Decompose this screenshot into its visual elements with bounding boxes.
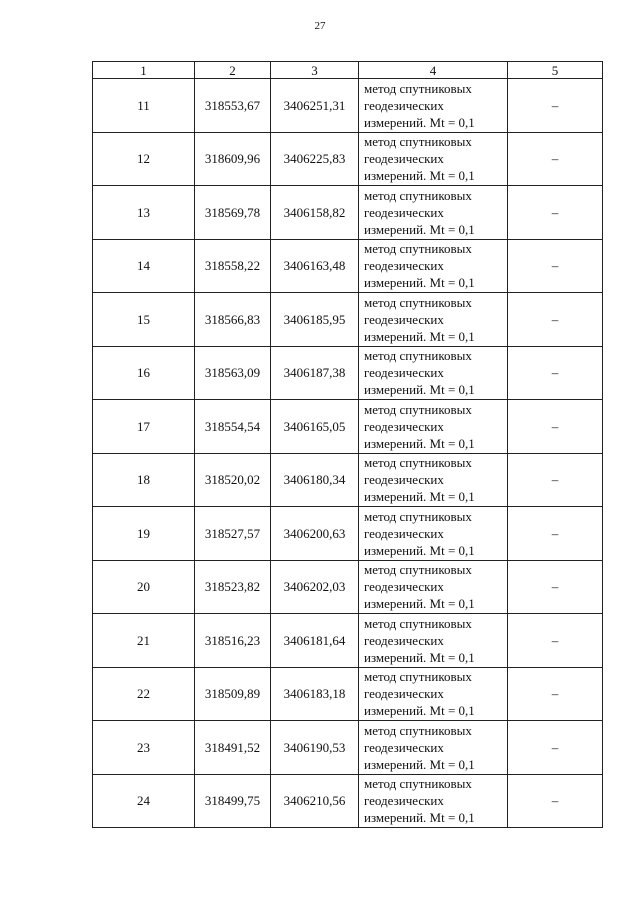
method-line: метод спутниковых [364,241,472,257]
y-coordinate-cell: 3406200,63 [271,507,359,561]
method-cell [359,132,508,186]
method-cell [359,400,508,454]
method-line: метод спутниковых [364,776,472,792]
y-coordinate-cell: 3406181,64 [271,614,359,668]
method-line: геодезических [364,151,444,167]
y-coordinate-cell: 3406163,48 [271,239,359,293]
point-number-cell: 12 [93,132,195,186]
method-line: измерений. Mt = 0,1 [364,168,475,184]
method-line: измерений. Mt = 0,1 [364,649,475,665]
method-line: измерений. Mt = 0,1 [364,756,475,772]
table-row [93,774,603,828]
x-coordinate-cell: 318509,89 [195,667,271,721]
table-row [93,186,603,240]
method-line: измерений. Mt = 0,1 [364,435,475,451]
y-coordinate-cell: 3406225,83 [271,132,359,186]
point-number-cell: 18 [93,453,195,507]
method-line: метод спутниковых [364,455,472,471]
point-number-cell: 15 [93,293,195,347]
method-cell [359,79,508,133]
method-cell [359,293,508,347]
column-header-4: 4 [359,62,508,79]
method-line: геодезических [364,579,444,595]
x-coordinate-cell: 318563,09 [195,346,271,400]
note-cell: – [508,186,603,240]
method-line: геодезических [364,418,444,434]
method-line: метод спутниковых [364,722,472,738]
note-cell: – [508,614,603,668]
page-number: 27 [314,20,326,32]
method-line: метод спутниковых [364,562,472,578]
method-line: метод спутниковых [364,134,472,150]
method-line: метод спутниковых [364,348,472,364]
method-line: измерений. Mt = 0,1 [364,542,475,558]
method-line: метод спутниковых [364,80,472,96]
note-cell: – [508,293,603,347]
y-coordinate-cell: 3406180,34 [271,453,359,507]
point-number-cell: 20 [93,560,195,614]
point-number-cell: 24 [93,774,195,828]
table-row [93,507,603,561]
x-coordinate-cell: 318520,02 [195,453,271,507]
method-line: геодезических [364,97,444,113]
note-cell: – [508,560,603,614]
coordinates-table [92,61,603,828]
column-header-5: 5 [508,62,603,79]
method-line: измерений. Mt = 0,1 [364,489,475,505]
method-cell [359,239,508,293]
point-number-cell: 14 [93,239,195,293]
y-coordinate-cell: 3406187,38 [271,346,359,400]
y-coordinate-cell: 3406165,05 [271,400,359,454]
method-line: измерений. Mt = 0,1 [364,382,475,398]
method-cell [359,507,508,561]
method-line: геодезических [364,365,444,381]
note-cell: – [508,239,603,293]
method-cell [359,186,508,240]
point-number-cell: 19 [93,507,195,561]
table-row [93,400,603,454]
method-line: метод спутниковых [364,401,472,417]
table-row [93,79,603,133]
method-line: измерений. Mt = 0,1 [364,275,475,291]
method-line: метод спутниковых [364,294,472,310]
point-number-cell: 13 [93,186,195,240]
method-line: геодезических [364,686,444,702]
method-line: геодезических [364,525,444,541]
note-cell: – [508,774,603,828]
y-coordinate-cell: 3406251,31 [271,79,359,133]
note-cell: – [508,507,603,561]
x-coordinate-cell: 318553,67 [195,79,271,133]
method-line: метод спутниковых [364,669,472,685]
method-line: метод спутниковых [364,615,472,631]
table-row [93,560,603,614]
point-number-cell: 17 [93,400,195,454]
note-cell: – [508,400,603,454]
table-row [93,239,603,293]
method-line: метод спутниковых [364,508,472,524]
method-line: измерений. Mt = 0,1 [364,114,475,130]
y-coordinate-cell: 3406210,56 [271,774,359,828]
note-cell: – [508,453,603,507]
method-line: геодезических [364,632,444,648]
x-coordinate-cell: 318558,22 [195,239,271,293]
method-cell [359,346,508,400]
point-number-cell: 11 [93,79,195,133]
method-line: геодезических [364,793,444,809]
method-line: геодезических [364,258,444,274]
point-number-cell: 22 [93,667,195,721]
point-number-cell: 16 [93,346,195,400]
table-row [93,667,603,721]
note-cell: – [508,132,603,186]
note-cell: – [508,721,603,775]
note-cell: – [508,79,603,133]
point-number-cell: 21 [93,614,195,668]
method-line: измерений. Mt = 0,1 [364,810,475,826]
method-cell [359,774,508,828]
table-row [93,453,603,507]
x-coordinate-cell: 318527,57 [195,507,271,561]
x-coordinate-cell: 318523,82 [195,560,271,614]
x-coordinate-cell: 318499,75 [195,774,271,828]
column-header-3: 3 [271,62,359,79]
method-cell [359,453,508,507]
note-cell: – [508,667,603,721]
column-header-1: 1 [93,62,195,79]
method-line: измерений. Mt = 0,1 [364,328,475,344]
table-body [93,79,603,828]
y-coordinate-cell: 3406183,18 [271,667,359,721]
y-coordinate-cell: 3406190,53 [271,721,359,775]
method-line: измерений. Mt = 0,1 [364,703,475,719]
x-coordinate-cell: 318569,78 [195,186,271,240]
method-line: геодезических [364,204,444,220]
method-cell [359,667,508,721]
method-line: геодезических [364,739,444,755]
table-row [93,293,603,347]
x-coordinate-cell: 318554,54 [195,400,271,454]
method-line: метод спутниковых [364,187,472,203]
method-line: измерений. Mt = 0,1 [364,596,475,612]
x-coordinate-cell: 318516,23 [195,614,271,668]
method-line: измерений. Mt = 0,1 [364,221,475,237]
x-coordinate-cell: 318566,83 [195,293,271,347]
y-coordinate-cell: 3406202,03 [271,560,359,614]
method-line: геодезических [364,311,444,327]
table-row [93,346,603,400]
method-cell [359,614,508,668]
y-coordinate-cell: 3406185,95 [271,293,359,347]
x-coordinate-cell: 318609,96 [195,132,271,186]
note-cell: – [508,346,603,400]
method-line: геодезических [364,472,444,488]
table-row [93,721,603,775]
table-header-row [93,62,603,79]
table-row [93,614,603,668]
column-header-2: 2 [195,62,271,79]
x-coordinate-cell: 318491,52 [195,721,271,775]
method-cell [359,721,508,775]
table-row [93,132,603,186]
method-cell [359,560,508,614]
point-number-cell: 23 [93,721,195,775]
y-coordinate-cell: 3406158,82 [271,186,359,240]
